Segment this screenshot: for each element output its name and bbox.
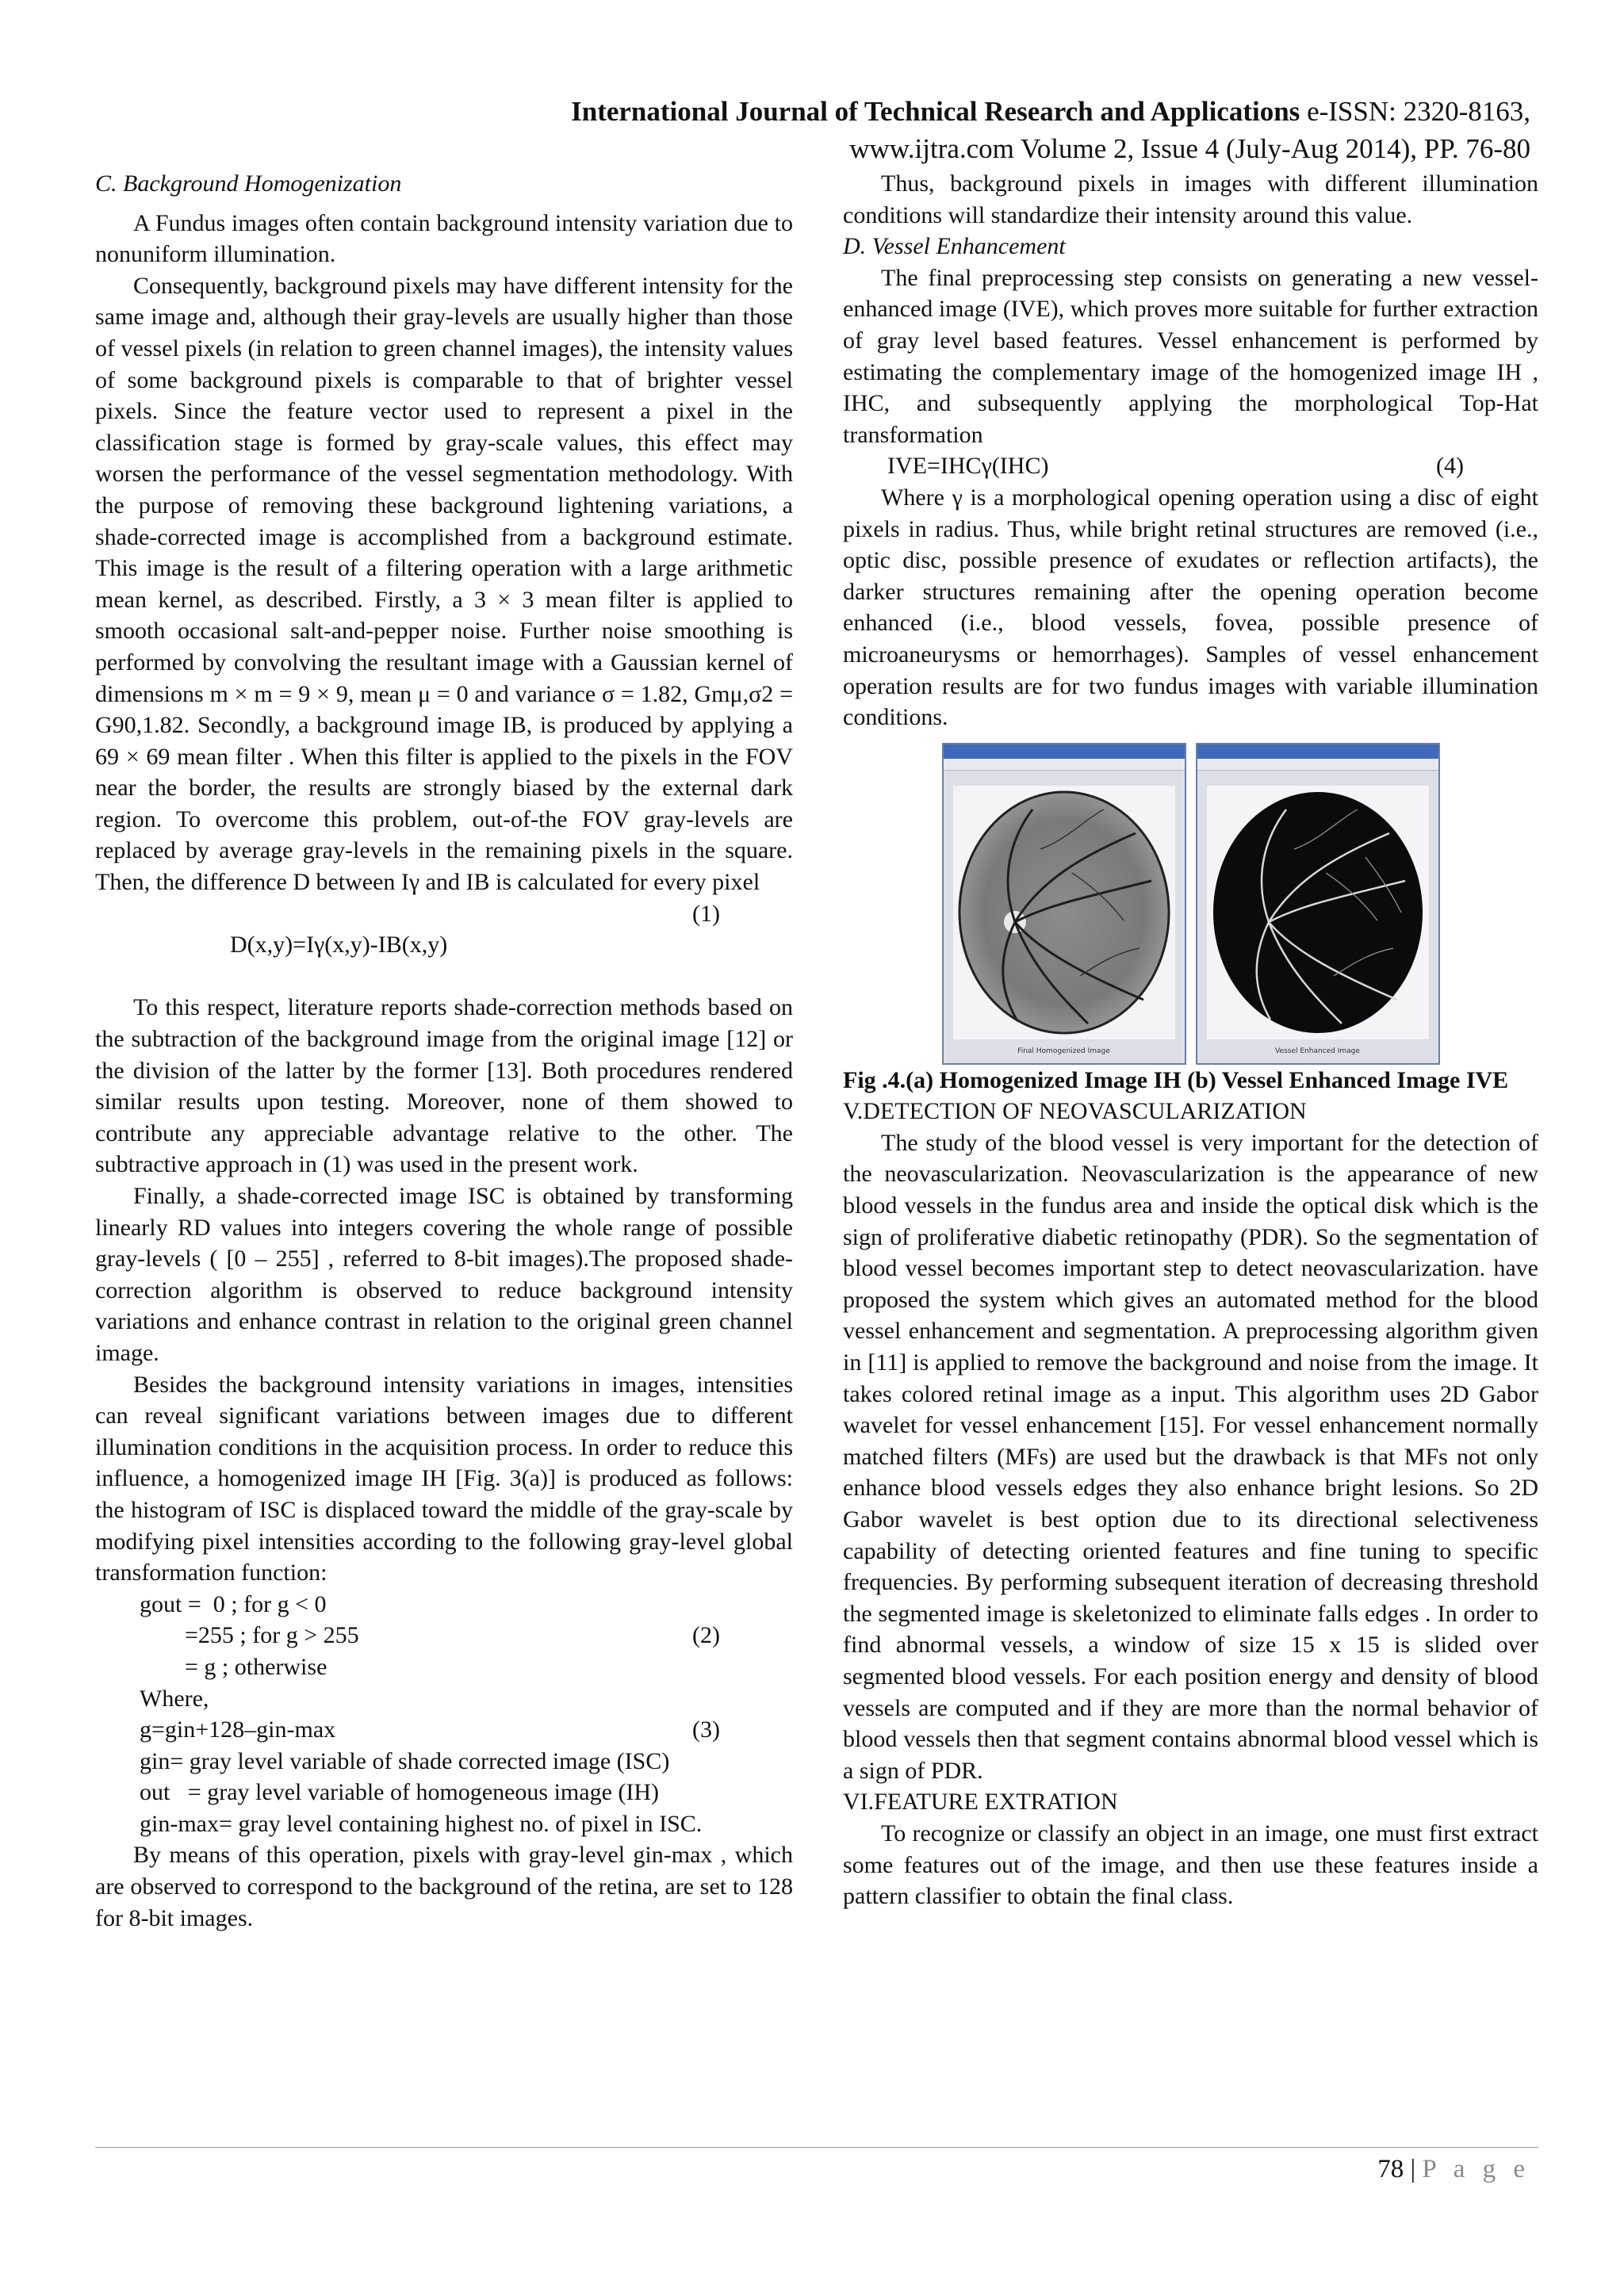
homogenized-fundus-image xyxy=(953,786,1175,1039)
paragraph: Consequently, background pixels may have different intensity for the same image and, although their gray-levels are usually higher than those of vessel pixels (in relation to green channel images), the intensity values of some background pixels is comparable to that of brighter vessel pixels. Since the feature vector used to represent a pixel in the classification stage is formed by gray-scale values, this effect may worsen the performance of the vessel segmentation methodology. With the purpose of removing these background lightening variations, a shade-corrected image is accomplished from a background estimate. This image is the result of a filtering operation with a large arithmetic mean kernel, as described. Firstly, a 3 × 3 mean filter is applied to smooth occasional salt-and-pepper noise. Further noise smoothing is performed by convolving the resultant image with a Gaussian kernel of dimensions m × m = 9 × 9, mean μ = 0 and variance σ = 1.82, Gmμ,σ2 = G90,1.82. Secondly, a background image IB, is produced by applying a 69 × 69 mean filter . When this filter is applied to the pixels in the FOV near the border, the results are strongly biased by the external dark region. To overcome this problem, out-of-the FOV gray-levels are replaced by average gray-levels in the remaining pixels in the square. Then, the difference D between Iγ and IB is calculated for every pixel xyxy=(95,272,793,896)
paragraph: By means of this operation, pixels with gray-level gin-max , which are observed to correspond to the background of the retina, are set to 128 for 8-bit images. xyxy=(95,1842,793,1931)
window-titlebar xyxy=(944,744,1185,759)
section-heading-feature-extraction: VI.FEATURE EXTRATION xyxy=(843,1789,1118,1816)
equation-2-line-3 xyxy=(95,1651,793,1683)
window-titlebar xyxy=(1197,744,1438,759)
paragraph: Besides the background intensity variations in images, intensities can reveal significant variations between images due to different illumination conditions in the acquisition process. In order to reduce this influence, a homogenized image IH [Fig. 3(a)] is produced as follows: the histogram of ISC is displaced toward the middle of the gray-scale by modifying pixel intensities according to the following gray-level global transformation function: xyxy=(95,1371,793,1586)
heading-vessel-enhancement: D. Vessel Enhancement xyxy=(843,233,1066,260)
vessel-enhanced-image-window xyxy=(1196,743,1440,1065)
equation-4 xyxy=(843,450,1538,482)
figure-caption: Fig .4.(a) Homogenized Image IH (b) Vessel Enhanced Image IVE xyxy=(843,1066,1509,1093)
heading-background-homogenization: C. Background Homogenization xyxy=(95,170,402,197)
equation-3 xyxy=(95,1714,793,1746)
equation-2-text: =255 ; for g > 255 xyxy=(185,1622,359,1649)
equation-2-text: = g ; otherwise xyxy=(185,1653,327,1680)
journal-volume-line: www.ijtra.com Volume 2, Issue 4 (July-Aug 2014), PP. 76-80 xyxy=(849,133,1530,164)
window-menubar xyxy=(1197,759,1438,771)
definition-text: gin-max= gray level containing highest no. of pixel in ISC. xyxy=(140,1810,703,1837)
where-text: Where, xyxy=(140,1685,209,1712)
definition-text: gin= gray level variable of shade corrected image (ISC) xyxy=(140,1747,670,1774)
window-caption: Vessel Enhanced Image xyxy=(1275,1047,1360,1055)
page-word: P a g e xyxy=(1422,2155,1530,2183)
left-column xyxy=(95,168,793,1934)
journal-name: International Journal of Technical Research and Applications xyxy=(571,96,1300,127)
equation-2-line-2 xyxy=(95,1620,793,1651)
paragraph: A Fundus images often contain background intensity variation due to nonuniform illumination. xyxy=(95,209,793,268)
equation-1 xyxy=(95,898,793,993)
window-caption: Final Homogenized Image xyxy=(1017,1047,1110,1055)
paragraph: Where γ is a morphological opening operation using a disc of eight pixels in radius. Thus, while bright retinal structures are removed (i.e., optic disc, possible presence of exudates or reflection artifacts), the darker structures remaining after the opening operation become enhanced (i.e., blood vessels, fovea, possible presence of microaneurysms or hemorrhages). Samples of vessel enhancement operation results are for two fundus images with variable illumination conditions. xyxy=(843,484,1538,731)
equation-2-text: gout = 0 ; for g < 0 xyxy=(140,1590,327,1617)
page-separator: | xyxy=(1410,2155,1416,2183)
journal-header xyxy=(571,95,1530,128)
footer-rule xyxy=(95,2147,1538,2148)
equation-2-line-1 xyxy=(95,1589,793,1621)
equation-3-text: g=gin+128–gin-max xyxy=(140,1716,336,1743)
equation-2-number: (2) xyxy=(692,1622,720,1649)
issn: e-ISSN: 2320-8163, xyxy=(1307,96,1530,127)
definition-text: out = gray level variable of homogeneous image (IH) xyxy=(140,1779,660,1806)
vessel-enhanced-fundus-image xyxy=(1207,786,1429,1039)
equation-1-number: (1) xyxy=(692,900,720,927)
definition-out xyxy=(95,1777,793,1808)
right-column xyxy=(843,168,1538,1912)
definition-gin xyxy=(95,1746,793,1777)
figure-4 xyxy=(843,743,1538,1065)
section-heading-neovascularization: V.DETECTION OF NEOVASCULARIZATION xyxy=(843,1098,1307,1125)
paragraph: To recognize or classify an object in an image, one must first extract some features out of the image, and then use these features inside a pattern classifier to obtain the final class. xyxy=(843,1820,1538,1910)
equation-4-number: (4) xyxy=(1436,453,1464,480)
paragraph: Finally, a shade-corrected image ISC is obtained by transforming linearly RD values into integers covering the whole range of possible gray-levels ( [0 – 255] , referred to 8-bit images).The proposed shade-correction algorithm is observed to reduce background intensity variations and enhance contrast in relation to the original green channel image. xyxy=(95,1183,793,1366)
definition-gin-max xyxy=(95,1808,793,1840)
paragraph: Thus, background pixels in images with different illumination conditions will standardize their intensity around this value. xyxy=(843,170,1538,228)
homogenized-image-window xyxy=(942,743,1186,1065)
window-menubar xyxy=(944,759,1185,771)
paragraph: The final preprocessing step consists on generating a new vessel-enhanced image (IVE), which proves more suitable for further extraction of gray level based features. Vessel enhancement is performed by estimating the complementary image of the homogenized image IH , IHC, and subsequently applying the morphological Top-Hat transformation xyxy=(843,264,1538,448)
equation-1-text: D(x,y)=Iγ(x,y)-IB(x,y) xyxy=(230,932,448,959)
equation-4-text: IVE=IHCγ(IHC) xyxy=(887,453,1049,480)
page-footer xyxy=(1377,2153,1530,2185)
equation-3-number: (3) xyxy=(692,1716,720,1743)
page-number: 78 xyxy=(1377,2155,1404,2183)
where-label xyxy=(95,1683,793,1715)
paragraph: The study of the blood vessel is very important for the detection of the neovascularization. Neovascularization is the appearance of new blood vessels in the fundus area and inside the optical disk which is the sign of proliferative diabetic retinopathy (PDR). So the segmentation of blood vessel becomes important step to detect neovascularization. have proposed the system which gives an automated method for the blood vessel enhancement and segmentation. A preprocessing algorithm given in [11] is applied to remove the background and noise from the image. It takes colored retinal image as a input. This algorithm uses 2D Gabor wavelet for vessel enhancement [15]. For vessel enhancement normally matched filters (MFs) are used but the drawback is that MFs not only enhance blood vessels edges they also enhance bright lesions. So 2D Gabor wavelet is best option due to its directional selectiveness capability of detecting oriented features and fine tuning to specific frequencies. By performing subsequent iteration of decreasing threshold the segmented image is skeletonized to eliminate falls edges . In order to find abnormal vessels, a window of size 15 x 15 is slided over segmented blood vessels. For each position energy and density of blood vessels are computed and if they are more than the normal behavior of blood vessels then that segment contains abnormal blood vessel which is a sign of PDR. xyxy=(843,1129,1538,1784)
paragraph: To this respect, literature reports shade-correction methods based on the subtraction of the background image from the original image [12] or the division of the latter by the former [13]. Both procedures rendered similar results upon testing. Moreover, none of them showed to contribute any appreciable advantage relative to the other. The subtractive approach in (1) was used in the present work. xyxy=(95,994,793,1178)
